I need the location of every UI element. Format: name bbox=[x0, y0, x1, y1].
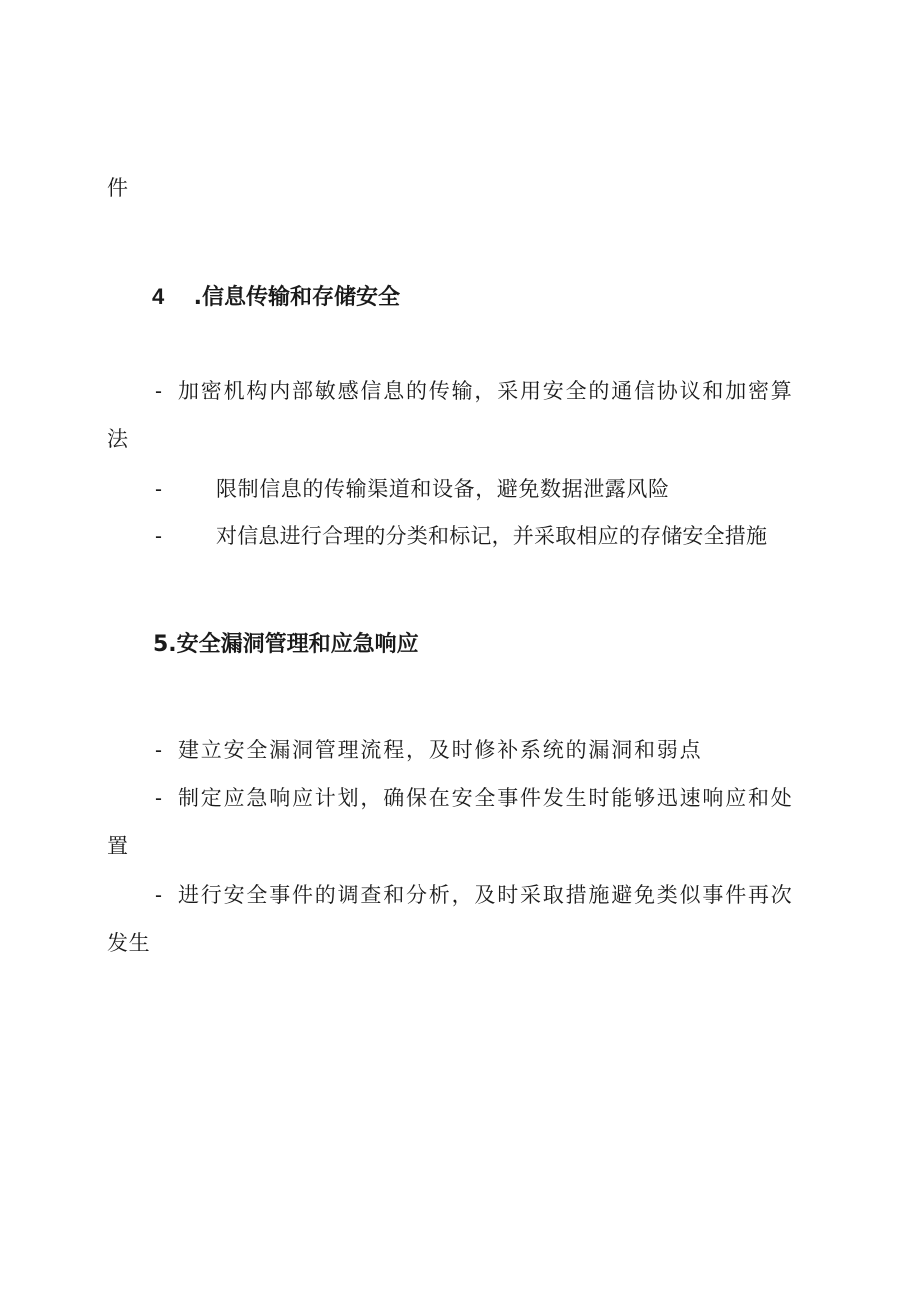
section-4-title: .信息传输和存储安全 bbox=[193, 285, 400, 310]
section-5-heading: 5.安全漏洞管理和应急响应 bbox=[153, 632, 419, 657]
section-4-item-1-line-2: 法 bbox=[107, 427, 129, 451]
section-4-item-1 bbox=[155, 376, 810, 407]
section-5-item-1 bbox=[155, 735, 163, 766]
section-5-item-3-line-2: 发生 bbox=[107, 931, 151, 955]
section-5-item-3-line-1: 进行安全事件的调查和分析，及时采取措施避免类似事件再次 bbox=[178, 883, 794, 907]
section-4-item-1-line-1: 加密机构内部敏感信息的传输，采用安全的通信协议和加密算 bbox=[178, 379, 794, 403]
section-5-item-2-line-1: 制定应急响应计划，确保在安全事件发生时能够迅速响应和处 bbox=[178, 786, 794, 810]
section-5-item-3 bbox=[155, 880, 810, 911]
section-4-item-2 bbox=[155, 474, 163, 505]
bullet-dash: - bbox=[155, 478, 163, 501]
section-4-heading bbox=[152, 282, 400, 313]
bullet-dash: - bbox=[155, 380, 163, 403]
carry-over-text: 件 bbox=[107, 176, 129, 200]
bullet-dash: - bbox=[155, 884, 163, 907]
section-5-item-2-line-2: 置 bbox=[107, 834, 129, 858]
section-4-item-3 bbox=[155, 521, 163, 552]
bullet-dash: - bbox=[155, 787, 163, 810]
bullet-dash: - bbox=[155, 525, 163, 548]
bullet-dash: - bbox=[155, 739, 163, 762]
section-5-item-2 bbox=[155, 783, 810, 814]
section-5-item-1-text: 建立安全漏洞管理流程，及时修补系统的漏洞和弱点 bbox=[178, 738, 703, 762]
section-4-number: 4 bbox=[152, 284, 165, 309]
section-4-item-3-text: 对信息进行合理的分类和标记，并采取相应的存储安全措施 bbox=[216, 524, 768, 548]
section-4-item-2-text: 限制信息的传输渠道和设备，避免数据泄露风险 bbox=[216, 477, 670, 501]
